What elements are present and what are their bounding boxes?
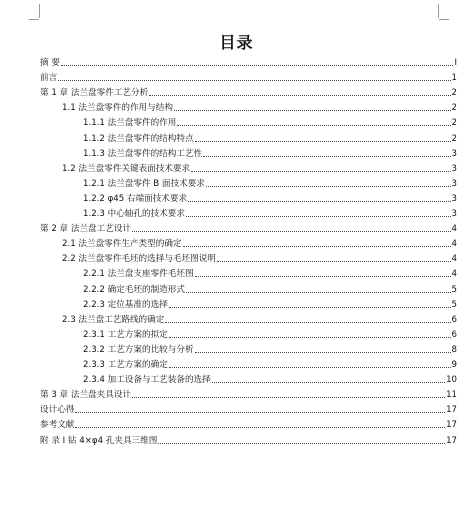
toc-entry[interactable] [40, 387, 457, 401]
toc-dot-leader [75, 412, 445, 413]
toc-entry[interactable] [83, 357, 457, 371]
toc-entry[interactable] [83, 206, 457, 220]
toc-entry[interactable] [62, 100, 457, 114]
toc-page-number: 5 [451, 299, 457, 310]
toc-entry-label: 前言 [40, 73, 58, 84]
crop-mark-left-vertical [39, 4, 40, 18]
toc-entry-label: 1.1.1 法兰盘零件的作用 [83, 118, 177, 129]
toc-entry-label: 2.2.3 定位基准的选择 [83, 299, 168, 310]
toc-page-number: 3 [451, 148, 457, 159]
toc-page-number: 2 [451, 88, 457, 99]
toc-page-number: 3 [451, 178, 457, 189]
toc-dot-leader [169, 337, 451, 338]
toc-page-number: I [454, 58, 457, 68]
toc-dot-leader [169, 367, 451, 368]
toc-page-number: 11 [446, 390, 457, 401]
toc-page-number: 1 [451, 73, 457, 84]
toc-page-number: 17 [446, 420, 457, 431]
page-title: 目录 [219, 33, 254, 52]
toc-entry[interactable] [40, 55, 457, 69]
toc-entry-label: 1.1 法兰盘零件的作用与结构 [62, 103, 173, 114]
toc-entry[interactable] [83, 297, 457, 311]
toc-entry-label: 2.2.2 确定毛坯的制造形式 [83, 284, 185, 295]
toc-page-number: 17 [446, 405, 457, 416]
crop-mark-right-vertical [438, 4, 439, 18]
toc-entry[interactable] [83, 342, 457, 356]
toc-page-number: 3 [451, 209, 457, 219]
toc-entry[interactable] [40, 402, 457, 416]
toc-entry-label: 摘 要 [40, 58, 60, 68]
toc-dot-leader [203, 156, 450, 157]
toc-entry[interactable] [83, 372, 457, 386]
toc-entry[interactable] [83, 282, 457, 296]
toc-dot-leader [165, 322, 450, 323]
toc-entry-label: 2.3.3 工艺方案的确定 [83, 360, 168, 370]
toc-page-number: 10 [446, 375, 457, 386]
toc-page-number: 4 [451, 239, 457, 250]
toc-dot-leader [206, 186, 451, 187]
toc-dot-leader [58, 80, 450, 81]
toc-entry[interactable] [40, 221, 457, 235]
toc-dot-leader [61, 65, 454, 66]
toc-entry-label: 附 录 Ⅰ 钻 4×φ4 孔夹具三维图 [40, 435, 158, 446]
toc-dot-leader [195, 276, 451, 277]
toc-dot-leader [212, 382, 445, 383]
toc-entry[interactable] [83, 266, 457, 280]
toc-entry[interactable] [83, 327, 457, 341]
toc-dot-leader [186, 292, 451, 293]
toc-dot-leader [186, 216, 451, 217]
toc-page-number: 3 [451, 193, 457, 204]
toc-entry-label: 2.3 法兰盘工艺路线的确定 [62, 314, 165, 325]
toc-dot-leader [177, 125, 450, 126]
toc-dot-leader [174, 110, 451, 111]
toc-dot-leader [132, 231, 451, 232]
toc-page-number: 6 [451, 314, 457, 325]
toc-dot-leader [195, 141, 451, 142]
toc-entry[interactable] [40, 85, 457, 99]
toc-entry-label: 第 1 章 法兰盘零件工艺分析 [40, 88, 149, 99]
toc-dot-leader [195, 352, 451, 353]
toc-page-number: 2 [451, 133, 457, 144]
toc-entry-label: 第 3 章 法兰盘夹具设计 [40, 390, 132, 401]
toc-entry-label: 2.3.2 工艺方案的比较与分析 [83, 344, 194, 355]
toc-dot-leader [188, 201, 450, 202]
toc-dot-leader [169, 307, 451, 308]
toc-entry-label: 设计心得 [40, 405, 75, 416]
toc-entry[interactable] [62, 251, 457, 265]
toc-entry-label: 2.2.1 法兰盘支座零件毛坯图 [83, 269, 194, 280]
toc-page-number: 9 [451, 360, 457, 370]
toc-page-number: 17 [446, 435, 457, 446]
toc-entry[interactable] [62, 161, 457, 175]
toc-entry[interactable] [83, 191, 457, 205]
toc-page-number: 4 [451, 224, 457, 235]
toc-entry[interactable] [40, 70, 457, 84]
crop-mark-right-horizontal [439, 19, 449, 20]
toc-page-number: 4 [451, 254, 457, 265]
toc-entry[interactable] [40, 433, 457, 447]
toc-entry[interactable] [62, 312, 457, 326]
toc-entry-label: 1.2.3 中心轴孔的技术要求 [83, 209, 185, 219]
toc-page-number: 4 [451, 269, 457, 280]
toc-entry-label: 1.1.3 法兰盘零件的结构工艺性 [83, 148, 203, 159]
toc-entry[interactable] [40, 417, 457, 431]
toc-page-number: 5 [451, 284, 457, 295]
toc-dot-leader [158, 443, 445, 444]
toc-entry-label: 1.2.2 φ45 右端面技术要求 [83, 193, 188, 204]
toc-entry[interactable] [62, 236, 457, 250]
toc-dot-leader [183, 246, 451, 247]
toc-entry-label: 2.1 法兰盘零件生产类型的确定 [62, 239, 182, 250]
toc-entry-label: 2.3.4 加工设备与工艺装备的选择 [83, 375, 211, 386]
toc-page-number: 8 [451, 344, 457, 355]
toc-entry[interactable] [83, 131, 457, 145]
toc-page-number: 2 [451, 118, 457, 129]
toc-dot-leader [75, 427, 445, 428]
toc-entry[interactable] [83, 115, 457, 129]
toc-entry-label: 参考文献 [40, 420, 75, 431]
toc-dot-leader [191, 171, 450, 172]
toc-page-number: 6 [451, 329, 457, 340]
toc-dot-leader [217, 261, 451, 262]
toc-entry-label: 2.2 法兰盘零件毛坯的选择与毛坯图说明 [62, 254, 216, 265]
toc-entry-label: 1.2.1 法兰盘零件 B 面技术要求 [83, 178, 205, 189]
toc-dot-leader [132, 397, 445, 398]
toc-entry[interactable] [83, 146, 457, 160]
toc-entry-label: 1.1.2 法兰盘零件的结构特点 [83, 133, 194, 144]
toc-entry-label: 第 2 章 法兰盘工艺设计 [40, 224, 132, 235]
toc-entry-label: 1.2 法兰盘零件关键表面技术要求 [62, 163, 191, 174]
toc-dot-leader [149, 95, 450, 96]
toc-page-number: 3 [451, 163, 457, 174]
crop-mark-left-horizontal [29, 19, 39, 20]
toc-page-number: 2 [451, 103, 457, 114]
toc-entry-label: 2.3.1 工艺方案的拟定 [83, 329, 168, 340]
toc-entry[interactable] [83, 176, 457, 190]
